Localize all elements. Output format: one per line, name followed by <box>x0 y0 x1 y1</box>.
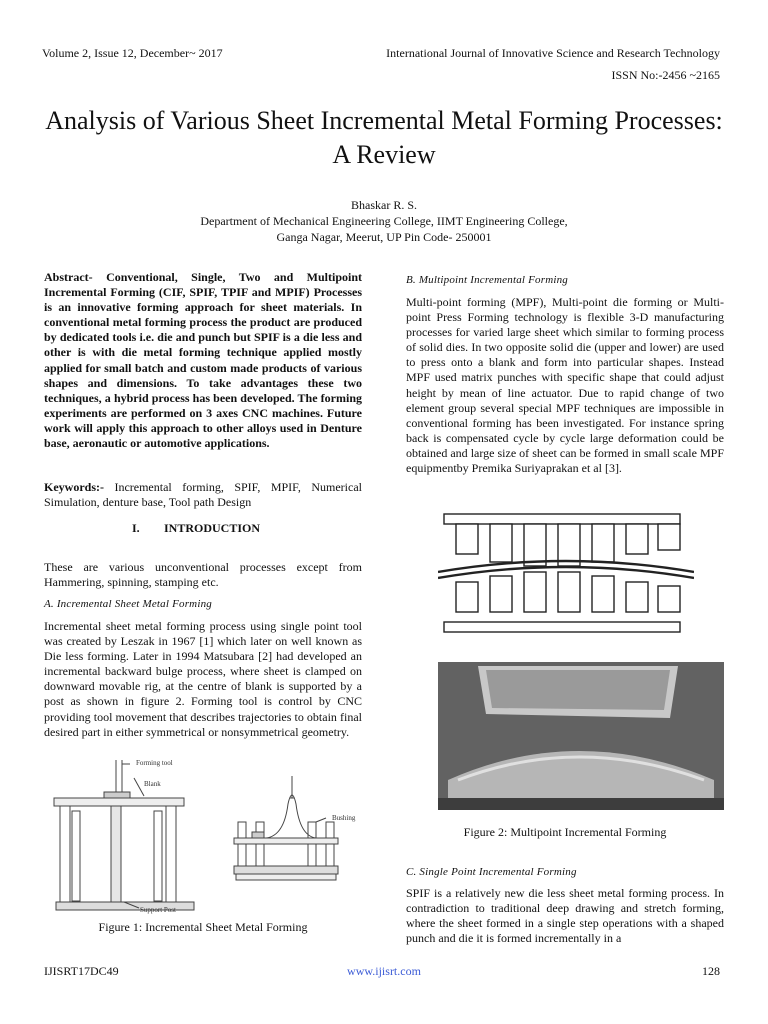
figure-2-photo <box>438 662 724 810</box>
abstract: Abstract- Conventional, Single, Two and Multipoint Incremental Forming (CIF, SPIF, TPIF and MPIF) Processes is an innovative forming approach for sheet materials. In conventional metal forming process the product are produced by dedicated tools i.e. die and punch but SPIF is a die less and other is with die metal forming technique applied mostly applied for small batch and custom made products of various shapes and dimensions. To take advantages these two techniques, a hybrid process has been developed. The forming experiments are performed on 3 axes CNC machines. Future work will apply this approach to other alloys used in Denture base, aeronautic or automotive applications. <box>44 270 362 451</box>
intro-title: INTRODUCTION <box>164 521 261 535</box>
author-block <box>40 197 728 245</box>
paper-title: Analysis of Various Sheet Incremental Metal Forming Processes: A Review <box>45 106 723 169</box>
intro-text: These are various unconventional processes except from Hammering, spinning, stamping etc. <box>44 560 362 590</box>
keywords-text: Incremental forming, SPIF, MPIF, Numerical Simulation, denture base, Tool path Design <box>44 480 362 510</box>
author-affiliation-1: Department of Mechanical Engineering College, IIMT Engineering College, <box>200 214 568 228</box>
figure-1-label-tool: Forming tool <box>136 759 173 767</box>
figure-2-diagram <box>438 510 694 640</box>
section-c-heading: C. Single Point Incremental Forming <box>406 866 577 878</box>
footer-paper-id: IJISRT17DC49 <box>44 964 119 978</box>
author-name: Bhaskar R. S. <box>351 198 417 212</box>
intro-number: I. <box>132 521 140 535</box>
figure-1-label-blank: Blank <box>144 780 161 788</box>
author-affiliation-2: Ganga Nagar, Meerut, UP Pin Code- 250001 <box>276 230 492 244</box>
section-b-heading: B. Multipoint Incremental Forming <box>406 274 569 286</box>
section-a-text: Incremental sheet metal forming process using single point tool was created by Leszak in 1967 [1] which later on well known as Die less forming. Later in 1994 Matsubara [2] had developed an incremental backward bulge process, where sheet is clamped on downward movable rig, at the centre of blank is supported by a post as shown in figure 2. Forming tool is control by CNC providing tool movement that describes trajectories to obtain final desired part in either symmetrical or nonsymmetrical geometry. <box>44 619 362 739</box>
figure-1-caption: Figure 1: Incremental Sheet Metal Forming <box>98 920 308 934</box>
section-b-text: Multi-point forming (MPF), Multi-point die forming or Multi-point Press Forming technology is flexible 3-D manufacturing processes for varied large sheet which similar to forming process of solid dies. In two opposite solid die (upper and lower) are used to press onto a blank and form into particular shapes. Instead MPF used matrix punches with specific shape that could adjust height by mean of line actuator. Due to rapid change of two element group several special MPF techniques are impossible in conventional forming has been investigated. For instance spring back is compensated cycle by cycle large deformation could be obtained and large size of sheet can be formed in small scale MPF equipmentby Premika Suriyaprakan et al [3]. <box>406 295 724 476</box>
section-c-text: SPIF is a relatively new die less sheet metal forming process. In contradiction to traditional deep drawing and stretch forming, where the sheet formed in a single step operations with a shaped punch and die it is formed incrementally in a <box>406 886 724 946</box>
figure-1-diagram <box>44 756 364 916</box>
journal-name: International Journal of Innovative Science and Research Technology <box>386 46 720 60</box>
issn: ISSN No:-2456 ~2165 <box>611 68 720 82</box>
section-a-heading: A. Incremental Sheet Metal Forming <box>44 598 212 610</box>
footer-page-number: 128 <box>702 964 720 978</box>
figure-2-caption: Figure 2: Multipoint Incremental Forming <box>463 825 667 839</box>
figure-1-label-bushing: Bushing <box>332 814 356 822</box>
footer-website-link[interactable]: www.ijisrt.com <box>347 964 421 978</box>
figure-1-label-post: Support Post <box>140 906 176 914</box>
volume-issue: Volume 2, Issue 12, December~ 2017 <box>42 46 223 60</box>
keywords-label: Keywords:- <box>44 480 104 494</box>
keywords <box>44 480 362 510</box>
